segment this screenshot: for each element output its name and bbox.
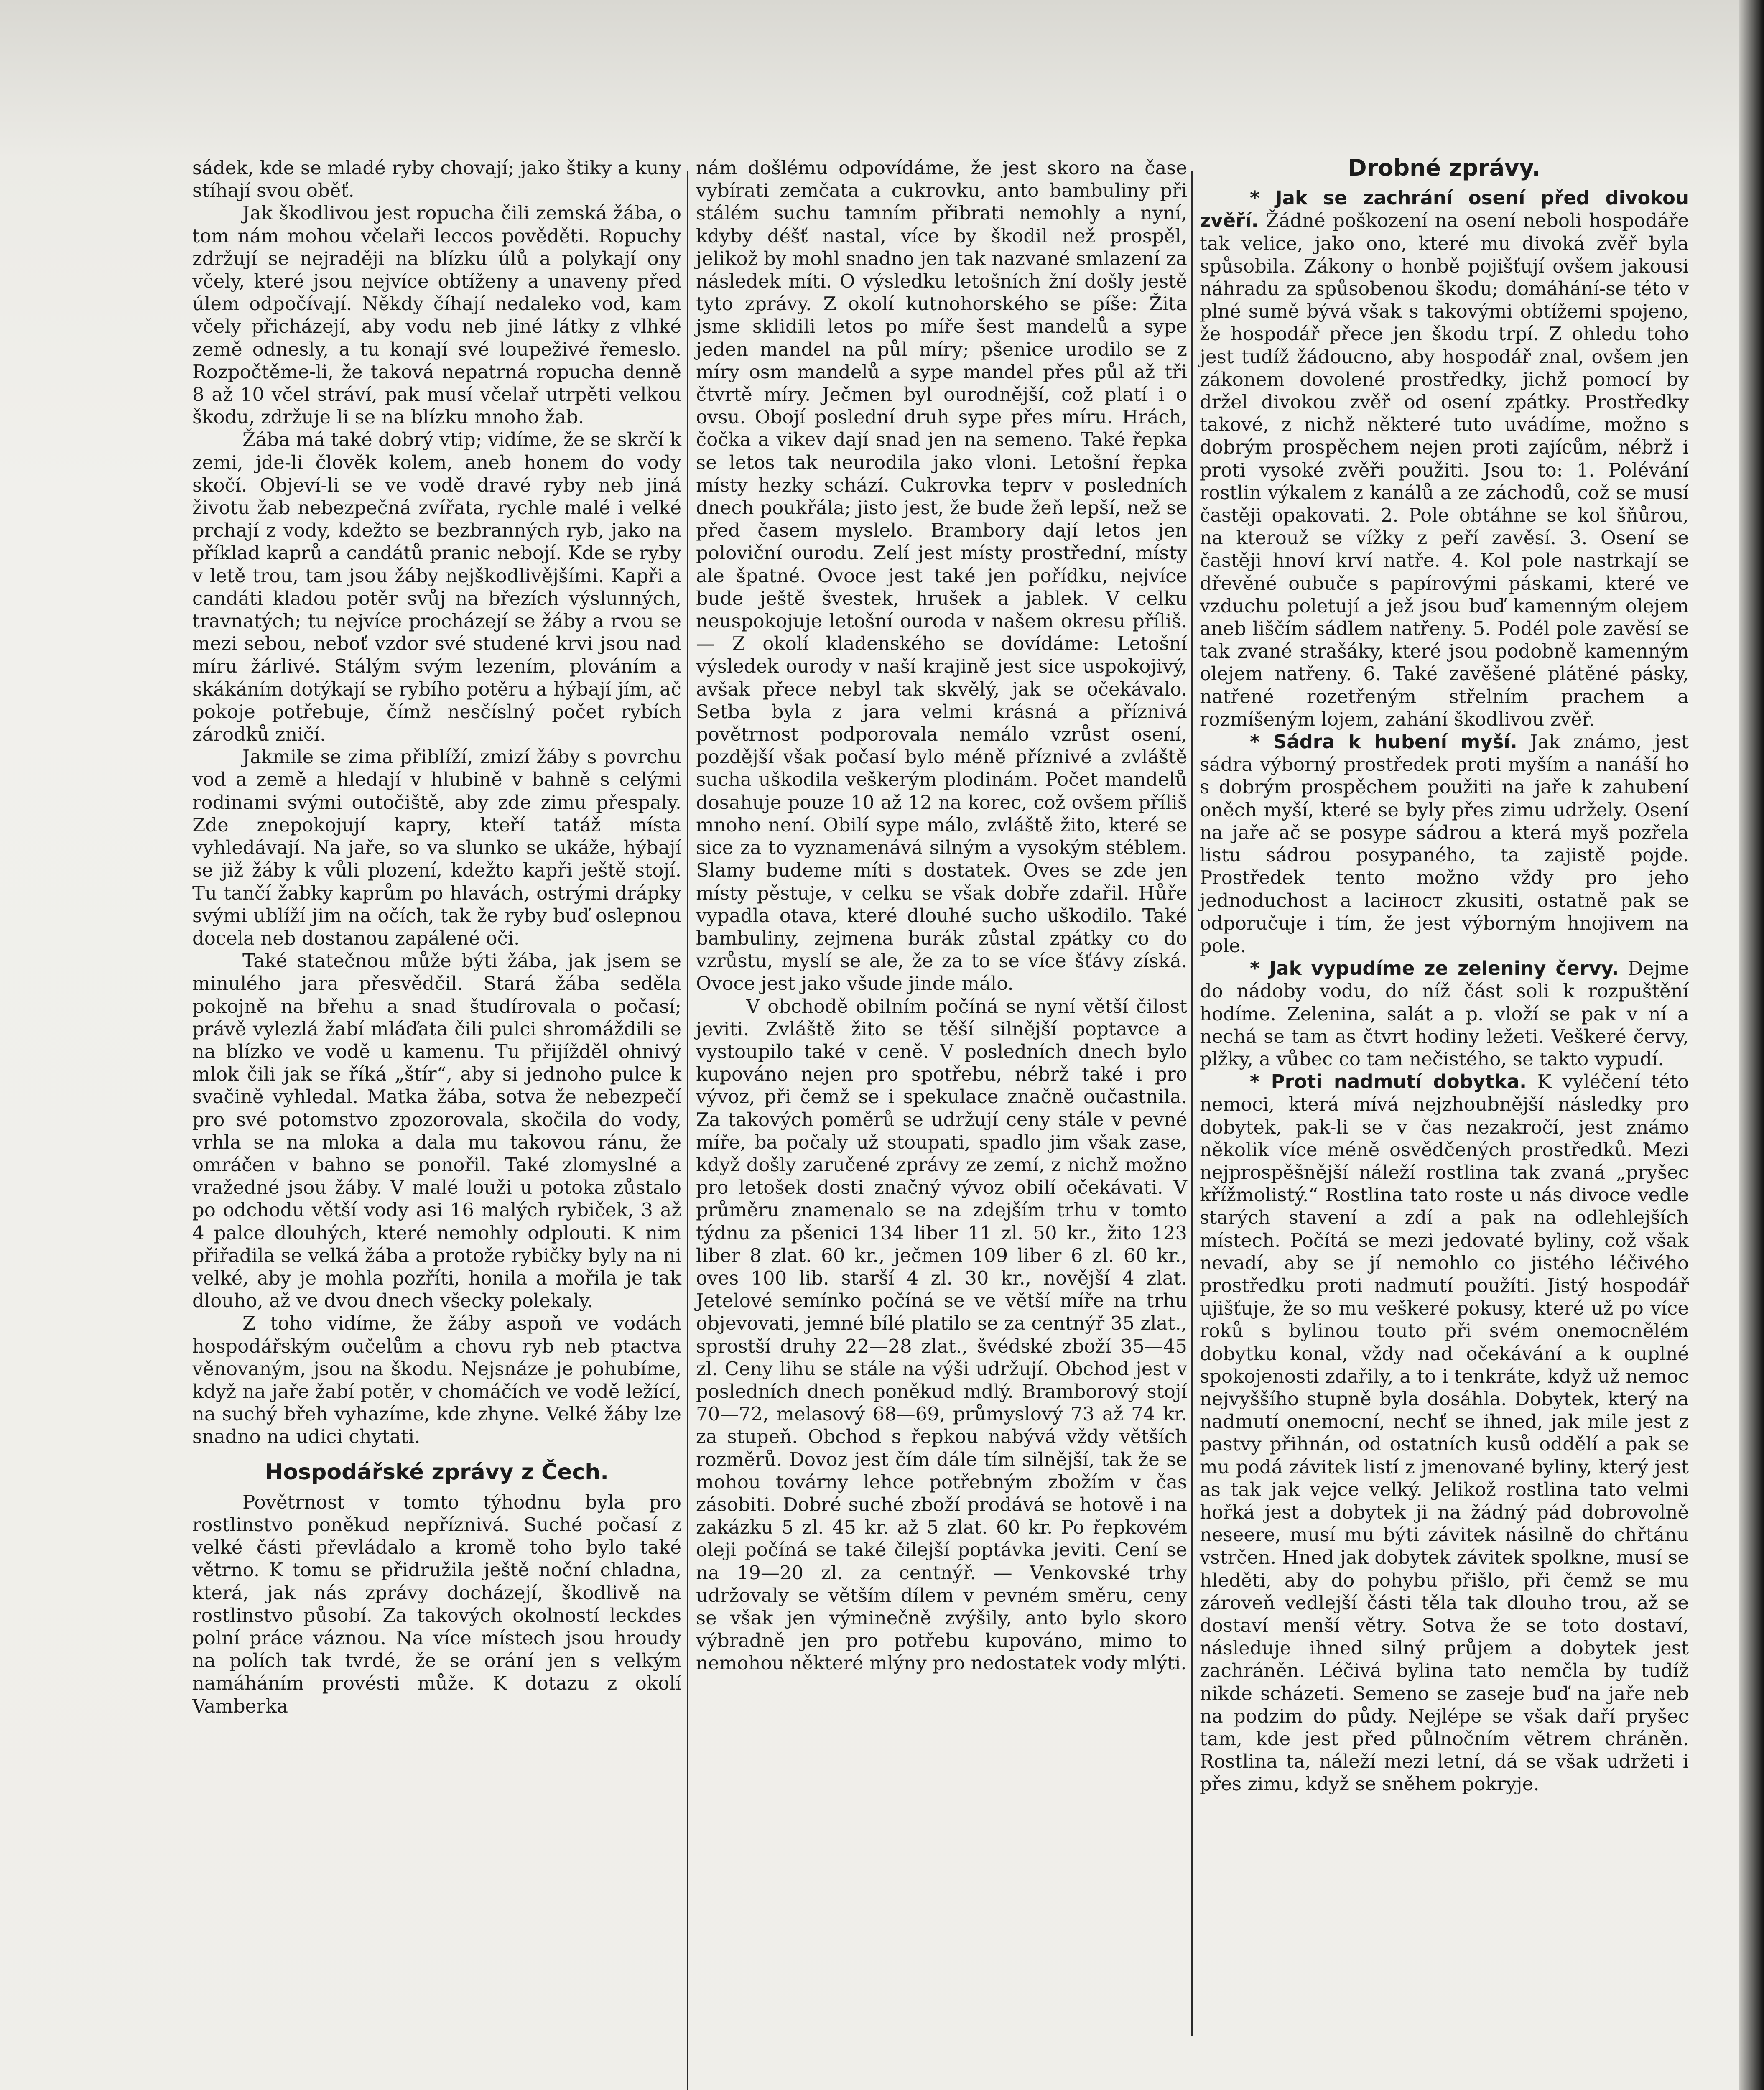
news-item-text: Jak známo, jest sádra výborný prostředek proti myším a nanáší ho s dobrým prospěchem použiti na jaře k zahubení oněch myší, které se byly přes zimu udržely. Osení na jaře ač se posype sádrou a která myš pozřela listu sádrou posypaného, ta zajistě pojde. Prostředek tento možno vždy pro jeho jednoduchost a laciност zkusiti, ostatně pak se odporučuje i tím, že jest výborným hnojivem na pole. bbox=[1200, 731, 1689, 957]
news-item-lead: * Jak se zachrání osení před divokou zvěří. bbox=[1200, 187, 1689, 232]
paragraph: Z toho vidíme, že žáby aspoň ve vodách hospodářským oučelům a chovu ryb neb ptactva věnovaným, jsou na škodu. Nejsnáze je pohubíme, když na jaře žabí potěr, v chomáčích ve vodě ležící, na suchý břeh vyhazíme, kde zhyne. Velké žáby lze snadno na udici chytati. bbox=[192, 1312, 681, 1448]
section-heading: Hospodářské zprávy z Čech. bbox=[265, 1459, 609, 1485]
paragraph: nám došlému odpovídáme, že jest skoro na čase vybírati zemčata a cukrovku, anto bambuliny při stálém suchu tamním přibrati nemohly a nyní, kdyby déšť nastal, více by škodil než prospěl, jelikož by mohl snadno jen tak nazvané smlazení za následek míti. O výsledku letošních žní došly jestě tyto zprávy. Z okolí kutnohorského se píše: Žita jsme sklidili letos po míře šest mandelů a sype jeden mandel na půl míry; pšenice urodilo se z míry osm mandelů a sype mandel přes půl až tři čtvrtě míry. Ječmen byl ourodnější, což platí i o ovsu. Obojí poslední druh sype přes míru. Hrách, čočka a vikev dají snad jen na semeno. Také řepka se letos tak neurodila jako vloni. Letošní řepka místy hezky schází. Cukrovka teprv v posledních dnech poukřála; jisto jest, že bude žeň lepší, než se před časem myslelo. Brambory dají letos jen poloviční ourodu. Zelí jest místy prostřední, místy ale špatné. Ovoce jest také jen pořídku, nejvíce bude ještě švestek, hrušek a jablek. V celku neuspokojuje letošní ouroda v našem okresu příliš. — Z okolí kladenského se dovídáme: Letošní výsledek ourody v naší krajině jest sice uspokojivý, avšak přece nebyl tak skvělý, jak se očekávalo. Setba byla z jara velmi krásná a příznivá povětrnost podporovala nemálo vzrůst osení, pozdější však počasí bylo méně příznivé a zvláště sucha uškodila veškerým plodinám. Počet mandelů dosahuje pouze 10 až 12 na korec, což ovšem příliš mnoho není. Obilí sype málo, zvláště žito, které se sice za to vyznamenává silným a vysokým stéblem. Slamy budeme míti s dostatek. Oves se zde jen místy pěstuje, v celku se však dobře zdařil. Hůře vypadla otava, které dlouhé sucho uškodilo. Také bambuliny, zejmena burák zůstal zpátky co do vzrůstu, myslí se ale, že za to se více šťávy získá. Ovoce jest jako všude jinde málo. bbox=[696, 157, 1187, 995]
news-item-text: K vyléčení této nemoci, která mívá nejzhoubnější následky pro dobytek, pak-li se v čas nezakročí, jest známo několik více méně osvědčených prostředků. Mezi nejprospěšnější náleží rostlina tak zvaná „pryšec křížmolistý.“ Rostlina tato roste u nás divoce vedle starých stavení a zdí a pak na odlehlejších místech. Počítá se mezi jedovaté byliny, což však nevadí, aby se jí nemohlo co jistého léčivého prostředku proti nadmutí použíti. Jistý hospodář ujišťuje, že so mu veškeré pokusy, které už po více roků s bylinou touto při svém onemocnělém dobytku konal, vždy nad očekávání a k ouplné spokojenosti zdařily, a to i tenkráte, když už nemoc nejvyššího stupně byla dosáhla. Dobytek, který na nadmutí onemocní, nechť se ihned, jak mile jest z pastvy přihnán, od ostatních kusů oddělí a pak se mu podá závitek listí z jmenované byliny, který jest as tak jak vejce velký. Jelikož rostlina tato velmi hořká jest a dobytek ji na žádný pád dobrovolně neseere, musí mu býti závitek násilně do chřtánu vstrčen. Hned jak dobytek závitek spolkne, musí se hleděti, aby do pohybu přišlo, při čemž se mu zároveň vedlejší části těla tak dlouho trou, až se dostaví menší větry. Sotva že se toto dostaví, následuje ihned silný průjem a dobytek jest zachráněn. Léčivá bylina tato nemčla by tudíž nikde scházeti. Semeno se zaseje buď na jaře neb na podzim do půdy. Nejlépe se však daří pryšec tam, kde jest před půlnočním větrem chráněn. Rostlina ta, náleží mezi letní, dá se však udržeti i přes zimu, když se sněhem pokryje. bbox=[1200, 1070, 1689, 1795]
paragraph: Jakmile se zima přiblíží, zmizí žáby s povrchu vod a země a hledají v hlubině v bahně s celými rodinami svými outočiště, aby zde zimu přespaly. Zde znepokojují kapry, kteří tatáž místa vyhledávají. Na jaře, so va slunko se ukáže, hýbají se již žáby k vůli plození, kdežto kapři ještě stojí. Tu tančí žabky kaprům po hlavách, ostrými drápky svými ublíží jim na očích, tak že ryby buď oslepnou docela neb dostanou zapálené oči. bbox=[192, 746, 681, 949]
news-item bbox=[1200, 1070, 1689, 1796]
paragraph: V obchodě obilním počíná se nyní větší čilost jeviti. Zvláště žito se těší silnější poptavce a vystoupilo také v ceně. V posledních dnech bylo kupováno nejen pro spotřebu, nébrž také i pro vývoz, při čemž se i spekulace značně oučastnila. Za takových poměrů se udržují ceny stále v pevné míře, ba počaly už stoupati, spadlo jim však zase, když došly zaručené zprávy ze zemí, z nichž možno pro letošek dosti značný vývoz obilí očekávati. V průměru znamenalo se na zdejším trhu v tomto týdnu za pšenici 134 liber 11 zl. 50 kr., žito 123 liber 8 zlat. 60 kr., ječmen 109 liber 6 zl. 60 kr., oves 100 lib. starší 4 zl. 30 kr., novější 4 zlat. Jetelové semínko počíná se ve větší míře na trhu objevovati, jemné bílé platilo se za centnýř 35 zlat., sprostší druhy 22—28 zlat., švédské zboží 35—45 zl. Ceny lihu se stále na výši udržují. Obchod jest v posledních dnech poněkud mdlý. Bramborový stojí 70—72, melasový 68—69, průmyslový 73 až 74 kr. za stupeň. Obchod s řepkou nabývá vždy větších rozměrů. Dovoz jest čím dále tím silnější, tak že se mohou továrny lehce potřebným zbožím v čas zásobiti. Dobré suché zboží prodává se hotově i na zakázku 5 zl. 45 kr. až 5 zlat. 60 kr. Po řepkovém oleji počíná se také čilejší poptávka jeviti. Cení se na 19—20 zl. za centnýř. — Venkovské trhy udržovaly se větším dílem v pevném směru, ceny se však jen výminečně zvýšily, anto bylo skoro výbradně jen pro potřebu kupováno, mimo to nemohou některé mlýny pro nedostatek vody mlýti. bbox=[696, 995, 1187, 1675]
paragraph: Žába má také dobrý vtip; vidíme, že se skrčí k zemi, jde-li člověk kolem, aneb honem do vody skočí. Objeví-li se ve vodě dravé ryby neb jiná životu žab nebezpečná zvířata, rychle malé i velké prchají z vody, kdežto se bezbranných ryb, jako na příklad kaprů a candátů pranic nebojí. Kde se ryby v letě trou, tam jsou žáby nejškodlivějšími. Kapři a candáti kladou potěr svůj na březích výslunných, travnatých; tu nejvíce procházejí se žáby a rvou se mezi sebou, neboť vzdor své studené krvi jsou nad míru žárlivé. Stálým svým lezením, plováním a skákáním dotýkají se rybího potěru a hýbají jím, ač pokoje potřebuje, čímž nesčíslný počet rybích zárodků zničí. bbox=[192, 428, 681, 746]
column-divider bbox=[1191, 171, 1193, 2036]
column-divider bbox=[687, 171, 688, 2090]
column-3 bbox=[1200, 157, 1689, 1796]
paragraph: Také statečnou může býti žába, jak jsem se minulého jara přesvědčil. Stará žába seděla pokojně na břehu a snad študírovala o počasí; právě vylezlá žabí mláďata čili pulci shromáždili se na blízko ve vodě u kamenu. Tu přijížděl ohnivý mlok čili jak se říká „štír“, aby si jednoho pulce k svačině vyhledal. Matka žába, sotva že nebezpečí pro své potomstvo zpozorovala, skočila do vody, vrhla se na mloka a dala mu takovou ránu, že omráčen v bahno se ponořil. Také zlomyslné a vražedné jsou žáby. V malé louži u potoka zůstalo po odchodu větší vody asi 16 malých rybiček, 3 až 4 palce dlouhých, které nemohly odplouti. K nim přiřadila se velká žába a protože rybičky byly na ni velké, aby je mohla pozříti, honila a mořila je tak dlouho, až ve dvou dnech všecky polekaly. bbox=[192, 950, 681, 1312]
news-item-lead: * Jak vypudíme ze zeleniny červy. bbox=[1250, 957, 1619, 980]
column-2 bbox=[696, 157, 1187, 1675]
news-item bbox=[1200, 957, 1689, 1070]
news-item bbox=[1200, 731, 1689, 957]
paragraph: sádek, kde se mladé ryby chovají; jako štiky a kuny stíhají svou oběť. bbox=[192, 157, 681, 202]
paragraph: Jak škodlivou jest ropucha čili zemská žába, o tom nám mohou včelaři leccos pověděti. Ropuchy zdržují se nejraději na blízku úlů a polykají ony včely, které jsou nejvíce obtíženy a unaveny před úlem odpočívají. Někdy číhají nedaleko vod, kam včely přicházejí, aby vodu neb jiné látky z vlhké země odnesly, a tu konají své loupeživé řemeslo. Rozpočtěme-li, že taková nepatrná ropucha denně 8 až 10 včel stráví, pak musí včelař utrpěti velkou škodu, zdržuje li se na blízku mnoho žab. bbox=[192, 202, 681, 428]
news-item bbox=[1200, 187, 1689, 731]
scan-edge-right bbox=[1739, 0, 1764, 2090]
news-item-lead: * Sádra k hubení myší. bbox=[1250, 731, 1517, 753]
news-item-text: Žádné poškození na osení neboli hospodáře tak velice, jako ono, které mu divoká zvěř byla spůsobila. Zákony o honbě pojišťují ovšem jakousi náhradu za spůsobenou škodu; domáhání-se této v plné sumě bývá však s takovými obtížemi spojeno, že hospodář přece jen škodu trpí. Z ohledu toho jest tudíž žádoucno, aby hospodář znal, ovšem jen zákonem dovolené prostředky, jichž pomocí by držel divokou zvěř od osení zpátky. Prostředky takové, z nichž některé tuto uvádíme, možno s dobrým prospěchem nejen proti zajícům, nébrž i proti vysoké zvěři použiti. Jsou to: 1. Polévání rostlin výkalem z kanálů a ze záchodů, což se musí častěji opakovati. 2. Pole obtáhne se kol šňůrou, na kterouž se vížky z peří zavěsí. 3. Osení se častěji hnoví krví natře. 4. Kol pole nastrkají se dřevěné oubuče s papírovými páskami, které ve vzduchu poletují a jež jsou buď kamenným olejem aneb liščím sádlem natřeny. 5. Podél pole zavěsí se tak zvané strašáky, které jsou podobně kamenným olejem natřeny. 6. Také zavěšené plátěné pásky, natřené rozetřeným střelním prachem a rozmíšeným lojem, zahání škodlivou zvěř. bbox=[1200, 209, 1689, 730]
column-1 bbox=[192, 157, 681, 1718]
news-item-lead: * Proti nadmutí dobytka. bbox=[1250, 1070, 1527, 1093]
news-item-text: Dejme do nádoby vodu, do níž část soli k rozpuštění hodíme. Zelenina, salát a p. vloží se pak v ní a nechá se tam as čtvrt hodiny ležeti. Veškeré červy, plžky, a vůbec co tam nečistého, se takto vypudí. bbox=[1200, 957, 1689, 1070]
paragraph: Povětrnost v tomto týhodnu byla pro rostlinstvo poněkud nepříznivá. Suché počasí z velké části převládalo a kromě toho bylo také větrno. K tomu se přidružila ještě noční chladna, která, jak nás zprávy docházejí, škodlivě na rostlinstvo působí. Za takových okolností leckdes polní práce váznou. Na více místech jsou hroudy na polích tak tvrdé, že se orání jen s velkým namáháním provésti může. K dotazu z okolí Vamberka bbox=[192, 1491, 681, 1717]
news-heading: Drobné zprávy. bbox=[1348, 155, 1541, 181]
